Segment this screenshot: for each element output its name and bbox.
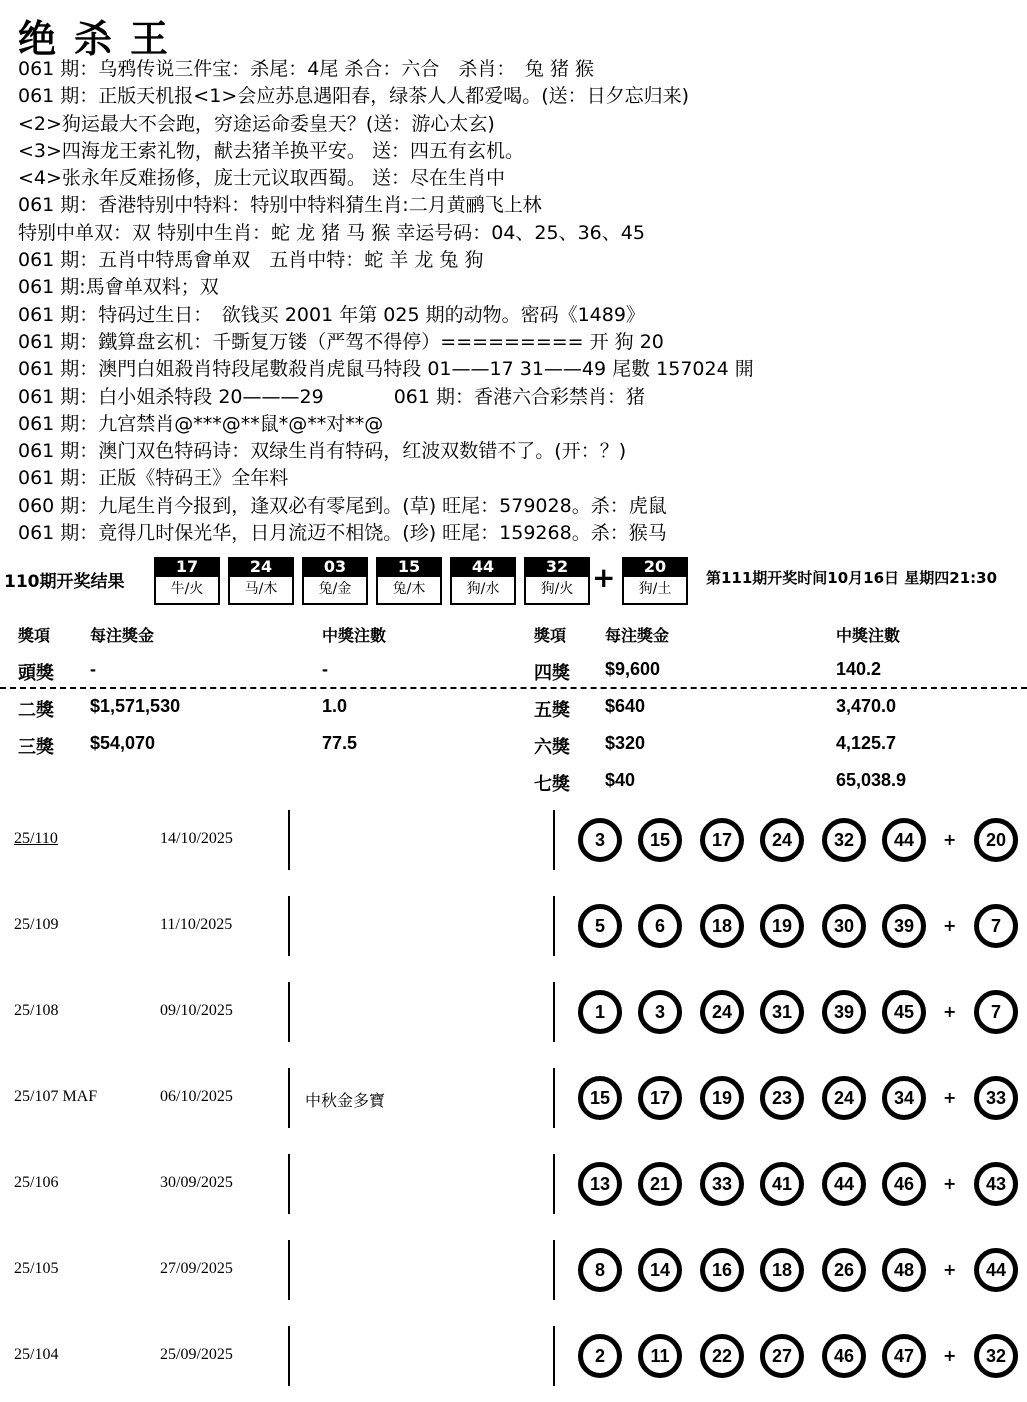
draw-period: 25/110 [14,830,58,847]
text-line [18,384,1018,411]
draw-date: 30/09/2025 [160,1174,233,1191]
column-divider [553,982,555,1042]
column-divider [288,1154,290,1214]
draw-row [0,1230,1027,1316]
result-ball [154,557,220,605]
number-ball: 5 [578,904,622,948]
number-ball: 8 [578,1248,622,1292]
number-ball: 45 [882,990,926,1034]
number-ball: 33 [700,1162,744,1206]
column-divider [553,896,555,956]
prize-amount: $640 [605,696,646,716]
ball-zodiac: 兔/金 [318,581,352,597]
column-divider [288,810,290,870]
number-ball: 47 [882,1334,926,1378]
column-divider [553,810,555,870]
plus-sign: + [943,1346,957,1365]
text-line: <2>狗运最大不会跑，穷途运命委皇天？(送：游心太玄) [18,112,495,135]
column-divider [553,1154,555,1214]
result-ball [376,557,442,605]
number-ball: 24 [700,990,744,1034]
prize-count: 140.2 [836,659,882,679]
draw-row [0,972,1027,1058]
plus-sign: + [943,1088,957,1107]
number-ball: 17 [638,1076,682,1120]
column-divider [553,1240,555,1300]
special-number-ball: 33 [974,1076,1018,1120]
draw-note: 中秋金多寶 [305,1091,386,1110]
text-line: 061 期：澳门双色特码诗：双绿生肖有特码，红波双数错不了。(开：？) [18,440,627,463]
draw-date: 14/10/2025 [160,830,233,847]
plus-sign: + [943,830,957,849]
draw-date: 27/09/2025 [160,1260,233,1277]
header-prize: 獎項 [534,628,567,645]
dashed-divider [0,687,1027,689]
header-amount: 每注獎金 [605,628,670,645]
header-prize: 獎項 [18,628,51,645]
number-ball: 46 [882,1162,926,1206]
special-number-ball: 7 [974,904,1018,948]
number-ball: 26 [822,1248,866,1292]
prize-name: 四獎 [534,663,570,683]
number-ball: 22 [700,1334,744,1378]
ball-zodiac: 牛/火 [170,581,204,597]
number-ball: 44 [822,1162,866,1206]
prize-count: 4,125.7 [836,733,897,753]
prize-name: 六獎 [534,737,570,757]
page-title: 绝杀王 [18,16,187,61]
draw-period: 25/105 [14,1260,59,1277]
special-number-ball: 7 [974,990,1018,1034]
text-line: <3>四海龙王索礼物，献去猪羊换平安。 送：四五有玄机。 [18,139,524,162]
draw-row [0,1144,1027,1230]
ball-zodiac: 狗/火 [540,581,574,597]
text-line: <4>张永年反难扬修，庞士元议取西蜀。 送：尽在生肖中 [18,167,505,190]
results-label: 110期开奖结果 [4,572,125,592]
draw-row [0,1058,1027,1144]
column-divider [288,896,290,956]
text-line: 特别中单双：双 特别中生肖：蛇 龙 猪 马 猴 幸运号码：04、25、36、45 [18,221,645,244]
draw-period: 25/109 [14,916,59,933]
text-line: 061 期：正版《特码王》全年料 [18,467,289,490]
column-divider [553,1068,555,1128]
number-ball: 34 [882,1076,926,1120]
text-line: 061 期：竟得几时保光华，日月流迈不相饶。(珍) 旺尾：159268。杀：猴马 [18,522,667,545]
prize-amount: $54,070 [90,733,156,753]
number-ball: 18 [760,1248,804,1292]
plus-sign: + [592,561,616,594]
number-ball: 15 [638,818,682,862]
number-ball: 24 [760,818,804,862]
next-draw-time: 第111期开奖时间10月16日 星期四21:30 [706,569,998,587]
prize-name: 二獎 [18,700,54,720]
prize-amount: $9,600 [605,659,661,679]
ball-number: 24 [230,557,292,577]
number-ball: 1 [578,990,622,1034]
plus-sign: + [943,1002,957,1021]
ball-zodiac: 狗/水 [466,581,500,597]
result-ball [524,557,590,605]
prize-count: 65,038.9 [836,770,907,790]
draw-date: 11/10/2025 [160,916,233,933]
ball-zodiac: 马/木 [244,581,278,597]
number-ball: 23 [760,1076,804,1120]
column-divider [553,1326,555,1386]
ball-zodiac: 狗/土 [638,581,672,597]
number-ball: 17 [700,818,744,862]
plus-sign: + [943,1174,957,1193]
text-line: 061 期：鐵算盘玄机：千斲复万镂（严驾不得停）========= 开 狗 20 [18,330,664,353]
column-divider [288,1240,290,1300]
text-line: 060 期：九尾生肖今报到，逢双必有零尾到。(草) 旺尾：579028。杀：虎鼠 [18,494,667,517]
ball-number: 03 [304,557,366,577]
special-number-ball: 20 [974,818,1018,862]
number-ball: 48 [882,1248,926,1292]
draw-row [0,886,1027,972]
draw-row [0,800,1027,886]
plus-sign: + [943,916,957,935]
number-ball: 11 [638,1334,682,1378]
ball-zodiac: 兔/木 [392,581,426,597]
number-ball: 13 [578,1162,622,1206]
prize-amount: $1,571,530 [90,696,181,716]
number-ball: 6 [638,904,682,948]
prize-amount: $320 [605,733,646,753]
plus-sign: + [943,1260,957,1279]
result-ball [450,557,516,605]
prize-count: 3,470.0 [836,696,897,716]
special-number-ball: 44 [974,1248,1018,1292]
number-ball: 39 [822,990,866,1034]
column-divider [288,982,290,1042]
number-ball: 27 [760,1334,804,1378]
prize-name: 五獎 [534,700,570,720]
draw-date: 25/09/2025 [160,1346,233,1363]
ball-number: 20 [624,557,686,577]
text-line: 061 期：乌鸦传说三件宝：杀尾：4尾 杀合：六合 杀肖： 兔 猪 猴 [18,58,595,80]
number-ball: 14 [638,1248,682,1292]
number-ball: 46 [822,1334,866,1378]
prize-amount: $40 [605,770,636,790]
number-ball: 44 [882,818,926,862]
ball-number: 17 [156,557,218,577]
prize-table [0,615,1027,805]
number-ball: 3 [578,818,622,862]
text-line-part: 061 期：香港六合彩禁肖：猪 [393,385,646,408]
number-ball: 3 [638,990,682,1034]
draw-row [0,1316,1027,1402]
number-ball: 24 [822,1076,866,1120]
result-ball [228,557,294,605]
result-ball [302,557,368,605]
text-line: 061 期：五肖中特馬會单双 五肖中特：蛇 羊 龙 兔 狗 [18,249,484,272]
special-number-ball: 32 [974,1334,1018,1378]
number-ball: 32 [822,818,866,862]
text-line: 061 期：正版天机报<1>会应苏息遇阳春，绿茶人人都爱喝。(送：日夕忘归来) [18,85,690,108]
prize-count: - [322,659,328,679]
special-number-ball: 43 [974,1162,1018,1206]
text-line: 061 期：澳門白姐殺肖特段尾數殺肖虎鼠马特段 01——17 31——49 尾數 157024 開 [18,358,754,381]
draw-period: 25/106 [14,1174,59,1191]
text-line: 061 期：特码过生日： 欲钱买 2001 年第 025 期的动物。密码《1489》 [18,303,645,326]
prize-count: 77.5 [322,733,358,753]
column-divider [288,1326,290,1386]
prize-name: 七獎 [534,774,570,794]
prize-name: 頭獎 [18,663,54,683]
number-ball: 18 [700,904,744,948]
ball-number: 15 [378,557,440,577]
ball-number: 32 [526,557,588,577]
draw-period: 25/108 [14,1002,59,1019]
number-ball: 30 [822,904,866,948]
number-ball: 31 [760,990,804,1034]
text-line: 061 期:馬會单双料；双 [18,276,219,299]
header-count: 中獎注數 [836,628,901,645]
special-ball [622,557,688,605]
draw-period: 25/104 [14,1346,59,1363]
number-ball: 19 [760,904,804,948]
prize-name: 三獎 [18,737,54,757]
number-ball: 39 [882,904,926,948]
number-ball: 15 [578,1076,622,1120]
text-line-part: 061 期：白小姐杀特段 20———29 [18,385,324,408]
number-ball: 21 [638,1162,682,1206]
number-ball: 2 [578,1334,622,1378]
prize-count: 1.0 [322,696,348,716]
number-ball: 16 [700,1248,744,1292]
prize-amount: - [90,659,96,679]
draw-date: 06/10/2025 [160,1088,233,1105]
ball-number: 44 [452,557,514,577]
header-count: 中獎注數 [322,628,387,645]
text-line: 061 期：九宫禁肖@***@**鼠*@**对**@ [18,412,384,435]
header-amount: 每注獎金 [90,628,155,645]
text-line: 061 期：香港特别中特料：特别中特料猜生肖:二月黄鹂飞上林 [18,194,542,217]
number-ball: 19 [700,1076,744,1120]
number-ball: 41 [760,1162,804,1206]
column-divider [288,1068,290,1128]
draw-period: 25/107 MAF [14,1088,98,1105]
prediction-lines [18,56,1018,547]
draw-date: 09/10/2025 [160,1002,233,1019]
draw-results-bar [4,553,1027,603]
